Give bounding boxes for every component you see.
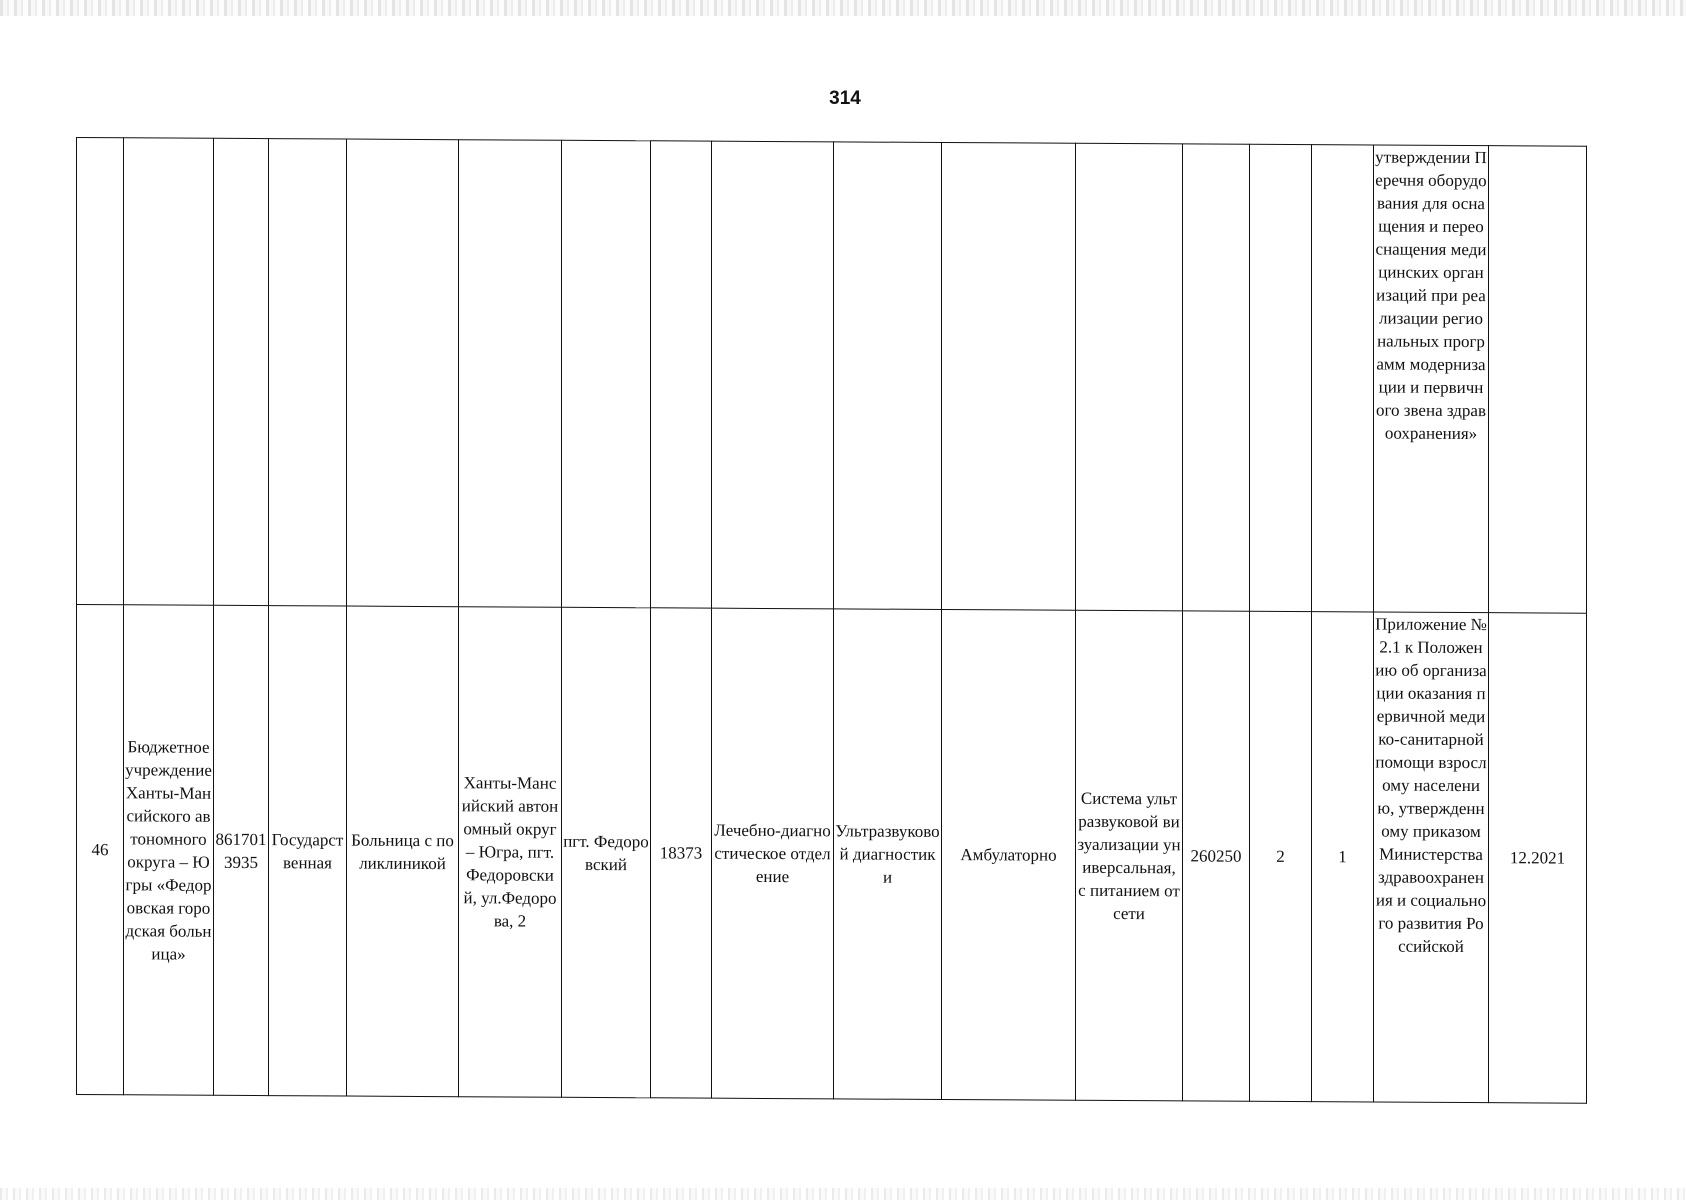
cell-quantity-required: 2 <box>1250 611 1312 1101</box>
cell-care-conditions <box>942 142 1076 610</box>
cell-number: 46 <box>77 605 124 1095</box>
cell-date <box>1489 146 1587 614</box>
cell-subdivision <box>834 142 942 610</box>
cell-code: 8617013935 <box>214 605 269 1095</box>
cell-settlement: пгт. Федоровский <box>562 607 651 1098</box>
cell-quantity-required <box>1250 144 1312 611</box>
cell-equipment: Система ультразвуковой визуализации универсальная, с питанием от сети <box>1076 610 1183 1101</box>
cell-department: Лечебно-диагностическое отделение <box>712 608 834 1099</box>
cell-subdivision: Ультразвуковой диагностики <box>834 609 942 1100</box>
cell-care-conditions: Амбулаторно <box>942 609 1076 1100</box>
cell-equipment-code: 260250 <box>1183 611 1250 1101</box>
cell-number <box>77 138 124 605</box>
page-number: 314 <box>829 88 861 109</box>
cell-document-reference: утверждении Перечня оборудования для оснащения и переоснащения медицинских организаций при реализации региональных программ модернизации и первичного звена здравоохранения» <box>1374 145 1489 613</box>
cell-facility-type <box>347 139 459 607</box>
cell-equipment-code <box>1183 144 1250 611</box>
cell-ownership: Государственная <box>269 606 347 1096</box>
cell-document-reference: Приложение № 2.1 к Положению об организации оказания первичной медико-санитарной помощи взрослому населению, утвержденному приказом Министерства здравоохранения и социального развития Российской <box>1374 612 1489 1103</box>
cell-facility-type: Больница с поликлиникой <box>347 606 459 1097</box>
cell-settlement <box>562 140 651 608</box>
cell-organization: Бюджетное учреждение Ханты-Мансийского автономного округа – Югры «Федоровская городская больница» <box>124 605 214 1096</box>
table-row <box>77 605 1587 1104</box>
cell-department <box>712 141 834 609</box>
cell-organization <box>124 138 214 606</box>
cell-quantity-planned: 1 <box>1312 612 1374 1102</box>
cell-equipment <box>1076 143 1183 611</box>
cell-date: 12.2021 <box>1489 613 1587 1104</box>
cell-code <box>214 138 269 605</box>
cell-ownership <box>269 139 347 606</box>
scan-edge-bottom <box>0 1188 1686 1200</box>
table-row <box>77 138 1587 614</box>
cell-quantity-planned <box>1312 145 1374 612</box>
scan-edge-top <box>0 0 1686 16</box>
cell-address: Ханты-Мансийский автономный округ – Югра, пгт. Федоровский, ул.Федорова, 2 <box>459 607 562 1098</box>
cell-settlement-code <box>651 141 712 608</box>
cell-address <box>459 140 562 608</box>
cell-settlement-code: 18373 <box>651 608 712 1098</box>
equipment-table <box>76 137 1587 1104</box>
